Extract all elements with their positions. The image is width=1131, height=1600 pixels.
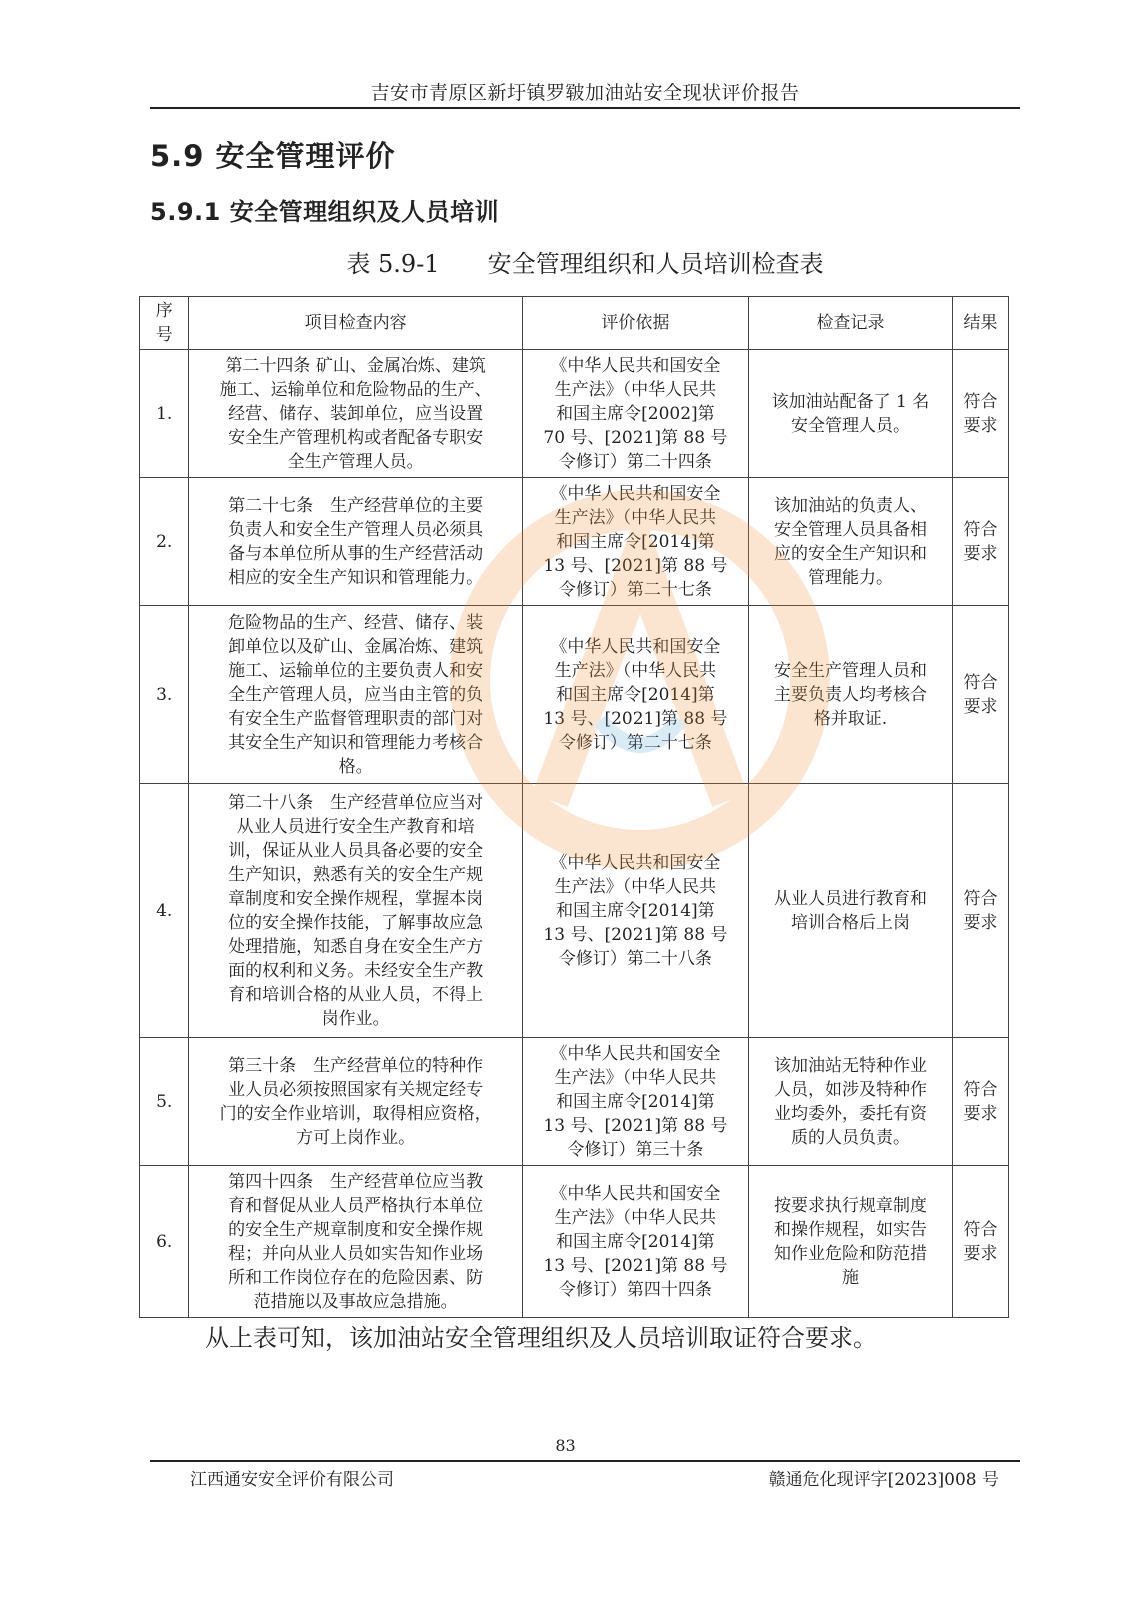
section-heading: 5.9 安全管理评价 bbox=[150, 139, 396, 173]
table-row bbox=[140, 784, 1009, 1038]
conclusion-text: 从上表可知，该加油站安全管理组织及人员培训取证符合要求。 bbox=[205, 1324, 877, 1352]
page-number: 83 bbox=[555, 1436, 576, 1455]
row-result: 符合 要求 bbox=[953, 1038, 1009, 1166]
table-row bbox=[140, 606, 1009, 784]
row-no: 5. bbox=[140, 1038, 189, 1166]
row-result: 符合 要求 bbox=[953, 350, 1009, 478]
table-row bbox=[140, 1166, 1009, 1318]
row-result: 符合 要求 bbox=[953, 478, 1009, 606]
row-result: 符合 要求 bbox=[953, 784, 1009, 1038]
row-basis: 《中华人民共和国安全 生产法》（中华人民共 和国主席令[2014]第 13 号、[2021]第 88 号 令修订）第二十八条 bbox=[522, 784, 748, 1038]
row-item: 第四十四条 生产经营单位应当教 育和督促从业人员严格执行本单位 的安全生产规章制度和安全操作规 程；并向从业人员如实告知作业场 所和工作岗位存在的危险因素、防 范措施以及事故应急措施。 bbox=[189, 1166, 523, 1318]
row-item: 第二十八条 生产经营单位应当对 从业人员进行安全生产教育和培 训，保证从业人员具备必要的安全 生产知识，熟悉有关的安全生产规 章制度和安全操作规程，掌握本岗 位的安全操作技能，了解事故应急 处理措施，知悉自身在安全生产方 面的权利和义务。未经安全生产教 育和培训合格的从业人员，不得上 岗作业。 bbox=[189, 784, 523, 1038]
header-record: 检查记录 bbox=[748, 297, 952, 350]
row-basis: 《中华人民共和国安全 生产法》（中华人民共 和国主席令[2014]第 13 号、[2021]第 88 号 令修订）第三十条 bbox=[522, 1038, 748, 1166]
table-row bbox=[140, 1038, 1009, 1166]
row-item: 第二十七条 生产经营单位的主要 负责人和安全生产管理人员必须具 备与本单位所从事的生产经营活动 相应的安全生产知识和管理能力。 bbox=[189, 478, 523, 606]
row-record: 按要求执行规章制度 和操作规程，如实告 知作业危险和防范措 施 bbox=[748, 1166, 952, 1318]
row-basis: 《中华人民共和国安全 生产法》（中华人民共 和国主席令[2014]第 13 号、[2021]第 88 号 令修订）第二十七条 bbox=[522, 606, 748, 784]
row-no: 6. bbox=[140, 1166, 189, 1318]
footer-report-number: 赣通危化现评字[2023]008 号 bbox=[768, 1470, 999, 1490]
table-caption: 表 5.9-1 安全管理组织和人员培训检查表 bbox=[346, 250, 824, 278]
row-basis: 《中华人民共和国安全 生产法》（中华人民共 和国主席令[2014]第 13 号、[2021]第 88 号 令修订）第四十四条 bbox=[522, 1166, 748, 1318]
footer-company: 江西通安安全评价有限公司 bbox=[190, 1470, 394, 1490]
header-no: 序 号 bbox=[140, 297, 189, 350]
row-item: 危险物品的生产、经营、储存、装 卸单位以及矿山、金属冶炼、建筑 施工、运输单位的主要负责人和安 全生产管理人员，应当由主管的负 有安全生产监督管理职责的部门对 其安全生产知识和管理能力考核合 格。 bbox=[189, 606, 523, 784]
footer-rule bbox=[150, 1460, 1020, 1462]
table-header-row bbox=[140, 297, 1009, 350]
header-item: 项目检查内容 bbox=[189, 297, 523, 350]
row-record: 该加油站无特种作业 人员，如涉及特种作 业均委外，委托有资 质的人员负责。 bbox=[748, 1038, 952, 1166]
row-basis: 《中华人民共和国安全 生产法》（中华人民共 和国主席令[2002]第 70 号、[2021]第 88 号 令修订）第二十四条 bbox=[522, 350, 748, 478]
header-rule bbox=[150, 107, 1020, 109]
header-basis: 评价依据 bbox=[522, 297, 748, 350]
header-result: 结果 bbox=[953, 297, 1009, 350]
running-header: 吉安市青原区新圩镇罗皲加油站安全现状评价报告 bbox=[370, 82, 800, 104]
row-basis: 《中华人民共和国安全 生产法》（中华人民共 和国主席令[2014]第 13 号、[2021]第 88 号 令修订）第二十七条 bbox=[522, 478, 748, 606]
row-result: 符合 要求 bbox=[953, 1166, 1009, 1318]
row-record: 安全生产管理人员和 主要负责人均考核合 格并取证. bbox=[748, 606, 952, 784]
row-no: 1. bbox=[140, 350, 189, 478]
row-no: 3. bbox=[140, 606, 189, 784]
inspection-table bbox=[139, 296, 1009, 1318]
row-item: 第二十四条 矿山、金属冶炼、建筑 施工、运输单位和危险物品的生产、 经营、储存、装卸单位，应当设置 安全生产管理机构或者配备专职安 全生产管理人员。 bbox=[189, 350, 523, 478]
row-record: 该加油站的负责人、 安全管理人员具备相 应的安全生产知识和 管理能力。 bbox=[748, 478, 952, 606]
subsection-heading: 5.9.1 安全管理组织及人员培训 bbox=[150, 198, 500, 226]
row-record: 从业人员进行教育和 培训合格后上岗 bbox=[748, 784, 952, 1038]
row-no: 4. bbox=[140, 784, 189, 1038]
table-row bbox=[140, 350, 1009, 478]
row-item: 第三十条 生产经营单位的特种作 业人员必须按照国家有关规定经专 门的安全作业培训，取得相应资格， 方可上岗作业。 bbox=[189, 1038, 523, 1166]
row-result: 符合 要求 bbox=[953, 606, 1009, 784]
row-record: 该加油站配备了 1 名 安全管理人员。 bbox=[748, 350, 952, 478]
row-no: 2. bbox=[140, 478, 189, 606]
table-row bbox=[140, 478, 1009, 606]
